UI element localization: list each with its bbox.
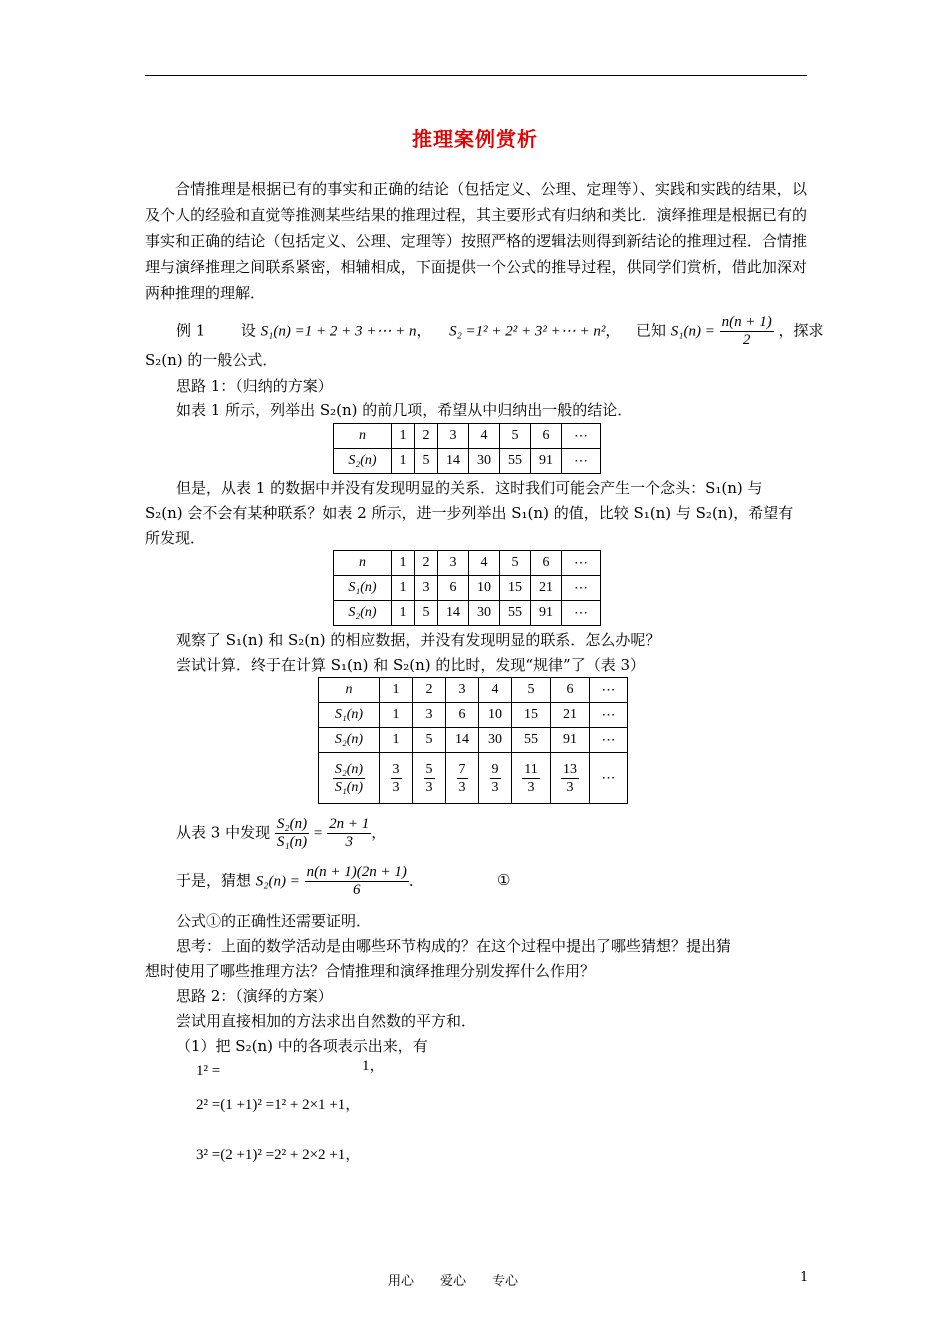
ratio-fraction (275, 816, 309, 851)
conjecture-word: 于是，猜想 (176, 871, 252, 890)
table-cell (319, 753, 380, 804)
conjecture-denominator: 6 (353, 882, 361, 898)
table-row (334, 576, 601, 601)
table-cell: 4 (469, 424, 500, 449)
table-cell: 10 (469, 576, 500, 601)
s1-formula-numerator: n(n + 1) (721, 314, 772, 330)
table-cell: ⋯ (590, 678, 628, 703)
idea1-text3: 观察了 S₁(n) 和 S₂(n) 的相应数据，并没有发现明显的联系．怎么办呢？ (176, 631, 661, 649)
idea2-heading: 思路 2：（演绎的方案） (176, 987, 333, 1005)
table-cell: 55 (500, 601, 531, 626)
table-row (319, 678, 628, 703)
table-cell: 2 (415, 424, 438, 449)
s1-formula-denominator: 2 (742, 332, 751, 348)
table-row (334, 551, 601, 576)
ratio-label-fraction (333, 761, 365, 796)
ratio-fraction (561, 761, 579, 796)
table-cell: 1 (380, 703, 413, 728)
page-title: 推理案例赏析 (412, 127, 538, 151)
proof-note: 公式①的正确性还需要证明． (176, 912, 372, 930)
idea1-heading: 思路 1：（归纳的方案） (176, 377, 333, 395)
table-cell: 14 (438, 449, 469, 474)
finding-word: 从表 3 中发现 (176, 823, 271, 842)
example-set-word: 设 (240, 321, 256, 340)
table-row (319, 728, 628, 753)
example-label: 例 1 (176, 321, 206, 340)
intro-paragraph: 合情推理是根据已有的事实和正确的结论（包括定义、公理、定理等）、实践和实践的结果，以及个人的经验和直觉等推测某些结果的推理过程，其主要形式有归纳和类比．演绎推理是根据已有的事实和正确的结论（包括定义、公理、定理等）按照严格的逻辑法则得到新结论的推理过程．合情推理与演绎推理之间联系紧密，相辅相成，下面提供一个公式的推导过程，供同学们赏析，借此加深对两种推理的理解． (145, 180, 807, 302)
table-cell: ⋯ (562, 601, 601, 626)
table-cell: 1 (392, 449, 415, 474)
conjecture-line: 于是，猜想 S₂(n) = $\frac{n(n + 1)(2n + 1)}{6}$ ． (176, 864, 424, 898)
idea1-text4: 尝试计算．终于在计算 S₁(n) 和 S₂(n) 的比时，发现“规律”了（表 3） (176, 656, 646, 674)
table-cell: 6 (531, 551, 562, 576)
ratio-numerator: 5 (425, 761, 433, 777)
result-numerator: 2n + 1 (329, 816, 370, 832)
ratio-numerator: 3 (392, 761, 400, 777)
ratio-label-numerator: S₂(n) (334, 761, 364, 777)
table-row (319, 703, 628, 728)
result-fraction (327, 816, 371, 851)
table-cell (446, 753, 479, 804)
table-cell: 30 (469, 601, 500, 626)
table-cell: 1 (392, 551, 415, 576)
table-cell: S₂(n) (334, 601, 392, 626)
ratio-fraction (490, 761, 501, 796)
example-line: 例 1 设 S₁(n) =1 + 2 + 3 +⋯ + n， S₂ =1² + 2² + 3² +⋯ + n²， 已知 S₁(n) = $\frac{n(n + 1)}{2}$ ，探求 (176, 314, 824, 348)
s2-definition: S₂ =1² + 2² + 3² +⋯ + n² (449, 323, 606, 340)
table-cell: 21 (531, 576, 562, 601)
table-cell: 30 (469, 449, 500, 474)
idea1-text2a: 但是，从表 1 的数据中并没有发现明显的关系．这时我们可能会产生一个念头：S₁(n) 与 (176, 479, 763, 497)
table-cell: 30 (479, 728, 512, 753)
page-number: 1 (800, 1270, 809, 1285)
idea2-text1: 尝试用直接相加的方法求出自然数的平方和． (176, 1012, 477, 1030)
think-line-a: 思考：上面的数学活动是由哪些环节构成的？在这个过程中提出了哪些猜想？提出猜 (176, 937, 732, 955)
table-cell: 15 (500, 576, 531, 601)
table-cell: 5 (500, 424, 531, 449)
idea1-text2c: 所发现． (145, 529, 206, 547)
example-ask-line: S₂(n) 的一般公式． (145, 351, 278, 369)
ratio-fraction (522, 761, 539, 796)
table-cell: ⋯ (562, 424, 601, 449)
table-cell: ⋯ (562, 551, 601, 576)
ratio-denominator: 3 (566, 779, 574, 795)
table-cell (380, 753, 413, 804)
table-1 (333, 423, 601, 474)
idea1-text1: 如表 1 所示，列举出 S₂(n) 的前几项，希望从中归纳出一般的结论． (176, 401, 633, 419)
table-cell: 5 (415, 601, 438, 626)
s1-definition: S₁(n) =1 + 2 + 3 +⋯ + n (260, 323, 417, 340)
table-cell: n (334, 424, 392, 449)
table-2 (333, 550, 601, 626)
table-cell: S₁(n) (334, 576, 392, 601)
table-cell: 6 (531, 424, 562, 449)
formula-number: ① (497, 871, 511, 889)
ask-text: ，探求 (778, 321, 824, 340)
table-cell: n (334, 551, 392, 576)
ratio-denominator: 3 (527, 779, 535, 795)
ratio-fraction (391, 761, 402, 796)
table-cell: S₁(n) (319, 703, 380, 728)
table-cell (413, 753, 446, 804)
table-cell: 55 (512, 728, 551, 753)
table-cell: 14 (446, 728, 479, 753)
conjecture-fraction (305, 864, 409, 899)
table-cell: 6 (446, 703, 479, 728)
table-cell: 14 (438, 601, 469, 626)
ratio-denominator: 3 (491, 779, 499, 795)
table-cell: n (319, 678, 380, 703)
table-row (334, 449, 601, 474)
table-cell: ⋯ (590, 753, 628, 804)
table-cell: ⋯ (590, 728, 628, 753)
ratio-denominator: 3 (425, 779, 433, 795)
table-row (334, 601, 601, 626)
table-cell: 5 (413, 728, 446, 753)
ratio-denominator: 3 (458, 779, 466, 795)
table-cell: 3 (413, 703, 446, 728)
table-cell: 3 (446, 678, 479, 703)
table-row (334, 424, 601, 449)
table-cell: ⋯ (562, 449, 601, 474)
ratio-numerator: S₂(n) (276, 816, 308, 832)
table-cell (479, 753, 512, 804)
table-cell: 3 (438, 551, 469, 576)
table-cell: ⋯ (590, 703, 628, 728)
table-cell: 5 (512, 678, 551, 703)
table-cell: 3 (415, 576, 438, 601)
ratio-numerator: 13 (563, 761, 577, 777)
ratio-fraction (424, 761, 435, 796)
table-cell: S₂(n) (319, 728, 380, 753)
result-denominator: 3 (345, 834, 353, 850)
ratio-numerator: 9 (491, 761, 499, 777)
s1-formula-lhs: S₁(n) = (670, 323, 715, 340)
table-cell: 4 (479, 678, 512, 703)
table-cell: S₂(n) (334, 449, 392, 474)
ratio-fraction (457, 761, 468, 796)
table-cell: 3 (438, 424, 469, 449)
idea1-text2b: S₂(n) 会不会有某种联系？如表 2 所示，进一步列举出 S₁(n) 的值，比较 S₁(n) 与 S₂(n)，希望有 (145, 504, 794, 522)
equation-1-rhs: 1， (362, 1058, 385, 1074)
known-word: 已知 (635, 321, 666, 340)
table-cell: 1 (380, 678, 413, 703)
table-cell: 15 (512, 703, 551, 728)
equation-3: 3² =(2 +1)² =2² + 2×2 +1， (196, 1147, 361, 1163)
table-cell (512, 753, 551, 804)
idea2-text2: （1）把 S₂(n) 中的各项表示出来，有 (176, 1037, 428, 1055)
table-cell: 6 (438, 576, 469, 601)
ratio-numerator: 11 (524, 761, 538, 777)
table-cell: 1 (392, 424, 415, 449)
equation-1-lhs: 1² = (196, 1063, 221, 1079)
table-cell: 1 (380, 728, 413, 753)
table-cell (551, 753, 590, 804)
table-cell: 2 (415, 551, 438, 576)
table-cell: 55 (500, 449, 531, 474)
table-cell: 1 (392, 576, 415, 601)
conjecture-lhs: S₂(n) = (255, 873, 300, 890)
table-row (319, 753, 628, 804)
ratio-numerator: 7 (458, 761, 466, 777)
table-cell: 2 (413, 678, 446, 703)
table-cell: 5 (415, 449, 438, 474)
table-cell: 91 (551, 728, 590, 753)
header-rule (145, 75, 807, 76)
table-cell: 21 (551, 703, 590, 728)
table-cell: ⋯ (562, 576, 601, 601)
table-cell: 4 (469, 551, 500, 576)
s1-formula-fraction (720, 314, 774, 349)
ratio-denominator: S₁(n) (276, 834, 308, 850)
table-cell: 91 (531, 449, 562, 474)
ratio-label-denominator: S₁(n) (334, 779, 364, 795)
finding-line: 从表 3 中发现 $\frac{\text{S₂(n)}}{\text{S₁(n)}}$ = $\frac{2n + 1}{3}$ ， (176, 816, 387, 850)
table-cell: 6 (551, 678, 590, 703)
table-cell: 91 (531, 601, 562, 626)
table-cell: 10 (479, 703, 512, 728)
table-cell: 5 (500, 551, 531, 576)
equation-2: 2² =(1 +1)² =1² + 2×1 +1， (196, 1097, 361, 1113)
table-cell: 1 (392, 601, 415, 626)
think-line-b: 想时使用了哪些推理方法？合情推理和演绎推理分别发挥什么作用？ (145, 962, 596, 980)
ratio-denominator: 3 (392, 779, 400, 795)
footer-text: 用心 爱心 专心 (388, 1274, 519, 1289)
table-3 (318, 677, 628, 804)
conjecture-numerator: n(n + 1)(2n + 1) (306, 864, 407, 880)
